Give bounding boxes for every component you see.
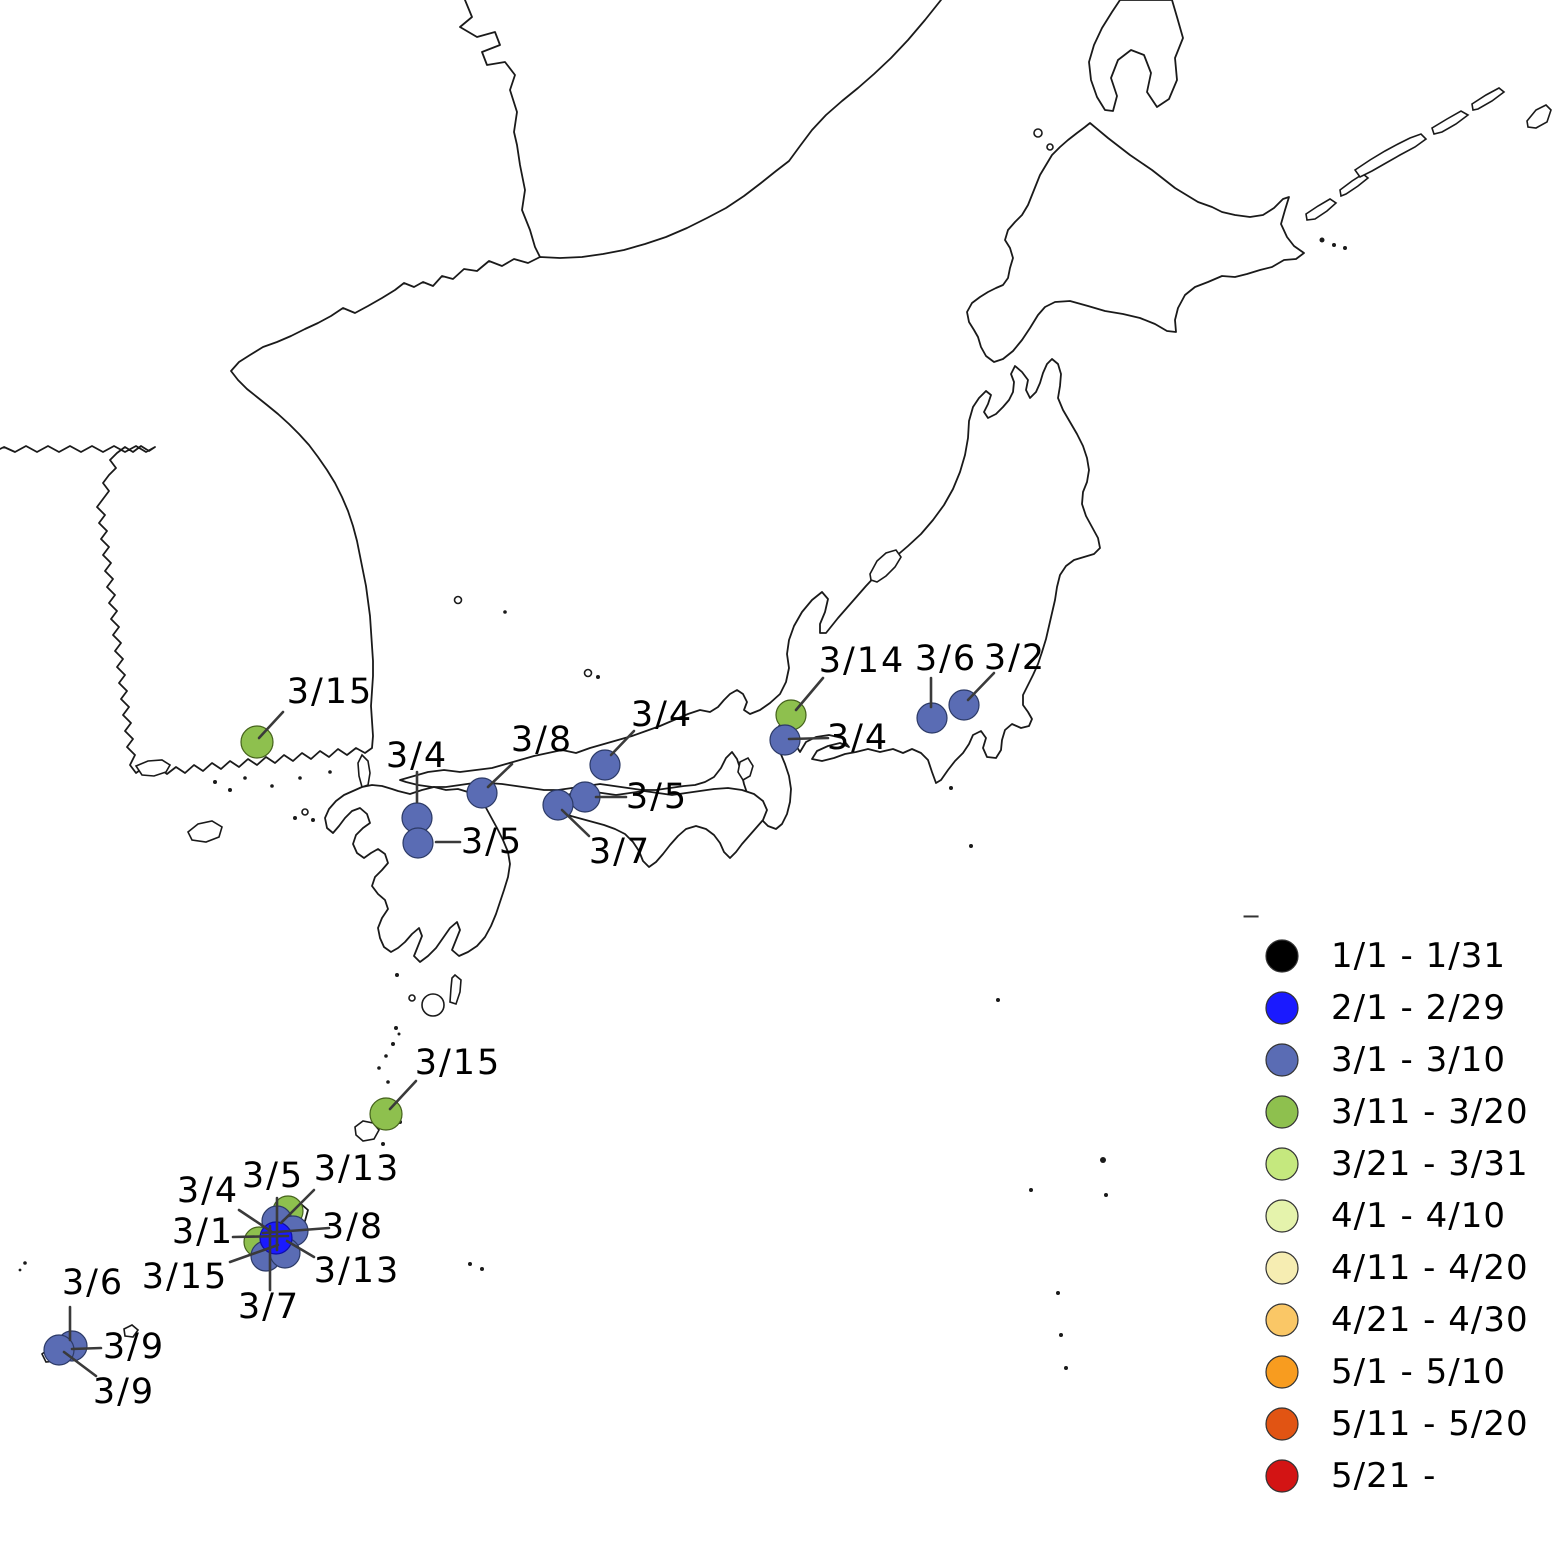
island-yakushima: [422, 994, 444, 1016]
island-kuril-4: [1432, 111, 1468, 134]
marker-label: 3/1: [171, 1212, 235, 1252]
legend-label: 4/11 - 4/20: [1331, 1248, 1529, 1288]
islet: [1332, 243, 1336, 247]
legend-swatch: [1266, 1304, 1298, 1336]
marker-label: 3/4: [630, 695, 694, 735]
marker-label: 3/13: [313, 1149, 401, 1189]
islet: [395, 973, 399, 977]
islet: [969, 844, 973, 848]
marker-label: 3/5: [625, 777, 689, 817]
legend-swatch: [1266, 1252, 1298, 1284]
marker-label: 3/15: [141, 1257, 229, 1297]
islet: [468, 1262, 472, 1266]
islet: [394, 1026, 398, 1030]
legend-swatch: [1266, 992, 1298, 1024]
marker-label: 3/9: [92, 1372, 156, 1412]
islet: [384, 1054, 388, 1058]
legend-label: 2/1 - 2/29: [1331, 988, 1506, 1028]
legend-title-dash: −: [1240, 902, 1262, 930]
legend-label: 4/1 - 4/10: [1331, 1196, 1506, 1236]
island-hokkaido: [967, 123, 1304, 362]
islet: [377, 1066, 381, 1070]
island-kuril-3: [1355, 134, 1426, 177]
legend-label: 3/1 - 3/10: [1331, 1040, 1506, 1080]
legend-swatch: [1266, 940, 1298, 972]
legend-label: 1/1 - 1/31: [1331, 936, 1506, 976]
islet: [1064, 1366, 1068, 1370]
island-ne-corner: [1527, 105, 1551, 128]
islet: [1056, 1291, 1060, 1295]
marker-label: 3/4: [826, 718, 890, 758]
map-marker: [590, 750, 620, 780]
legend-swatch: [1266, 1408, 1298, 1440]
island-kuril-1: [1306, 199, 1336, 220]
island-kuril-2: [1340, 174, 1368, 196]
marker-label: 3/15: [414, 1043, 502, 1083]
islet: [1104, 1193, 1108, 1197]
islet: [386, 1080, 390, 1084]
legend-label: 5/21 -: [1331, 1456, 1437, 1496]
marker-label: 3/5: [241, 1156, 305, 1196]
island-rishiri: [1034, 129, 1042, 137]
island-rebun: [1047, 144, 1053, 150]
legend-label: 5/11 - 5/20: [1331, 1404, 1529, 1444]
map-marker: [241, 726, 273, 758]
legend-swatch: [1266, 1096, 1298, 1128]
islet: [996, 998, 1000, 1002]
islet: [391, 1042, 395, 1046]
marker-label: 3/6: [914, 639, 978, 679]
marker-label: 3/9: [102, 1327, 166, 1367]
islet: [1320, 238, 1325, 243]
marker-label: 3/7: [237, 1287, 301, 1327]
legend-label: 3/11 - 3/20: [1331, 1092, 1529, 1132]
island-oki: [585, 670, 592, 677]
legend-swatch: [1266, 1460, 1298, 1492]
island-tsushima: [358, 755, 370, 787]
marker-label: 3/4: [176, 1171, 240, 1211]
islet: [243, 776, 247, 780]
island-goto: [302, 809, 308, 815]
island-korea-sw: [136, 760, 170, 776]
island-honshu: [400, 359, 1100, 829]
islet: [596, 675, 600, 679]
coast-amur-meander: [460, 0, 540, 257]
islet: [398, 1033, 401, 1036]
islet: [328, 770, 332, 774]
islet: [949, 786, 953, 790]
leader-line: [233, 1236, 288, 1237]
islet: [19, 1269, 22, 1272]
islet: [298, 776, 302, 780]
marker-label: 3/7: [588, 832, 652, 872]
marker-label: 3/8: [510, 720, 574, 760]
islet: [1059, 1333, 1063, 1337]
islet: [23, 1261, 27, 1265]
leader-line: [72, 1348, 101, 1349]
islet: [293, 816, 297, 820]
legend: [1241, 902, 1529, 1496]
marker-label: 3/15: [286, 672, 374, 712]
legend-label: 4/21 - 4/30: [1331, 1300, 1529, 1340]
legend-label: 5/1 - 5/10: [1331, 1352, 1506, 1392]
marker-label-layer: [62, 638, 1046, 1412]
island-ulleung: [455, 597, 462, 604]
legend-label: 3/21 - 3/31: [1331, 1144, 1529, 1184]
marker-label: 3/4: [385, 736, 449, 776]
legend-swatch: [1266, 1356, 1298, 1388]
islet: [1343, 246, 1347, 250]
island-kuril-5: [1472, 88, 1504, 110]
marker-label: 3/8: [321, 1207, 385, 1247]
islet: [1100, 1157, 1106, 1163]
leader-line: [390, 1081, 416, 1109]
islet: [1029, 1188, 1033, 1192]
marker-label: 3/2: [983, 638, 1047, 678]
islet: [409, 995, 415, 1001]
islet: [311, 818, 315, 822]
legend-swatch: [1266, 1044, 1298, 1076]
islet: [503, 610, 507, 614]
marker-label: 3/14: [818, 641, 906, 681]
legend-swatch: [1266, 1200, 1298, 1232]
leader-line: [789, 738, 828, 739]
marker-label: 3/5: [460, 822, 524, 862]
map-marker: [403, 828, 433, 858]
island-jeju: [188, 821, 222, 842]
islet: [480, 1267, 484, 1271]
island-sakhalin: [1089, 0, 1183, 111]
islet: [228, 788, 232, 792]
islet: [213, 780, 217, 784]
marker-label: 3/13: [313, 1251, 401, 1291]
islet: [270, 784, 274, 788]
marker-label: 3/6: [61, 1263, 125, 1303]
island-tanegashima: [450, 975, 461, 1004]
islet: [381, 1142, 385, 1146]
legend-swatch: [1266, 1148, 1298, 1180]
